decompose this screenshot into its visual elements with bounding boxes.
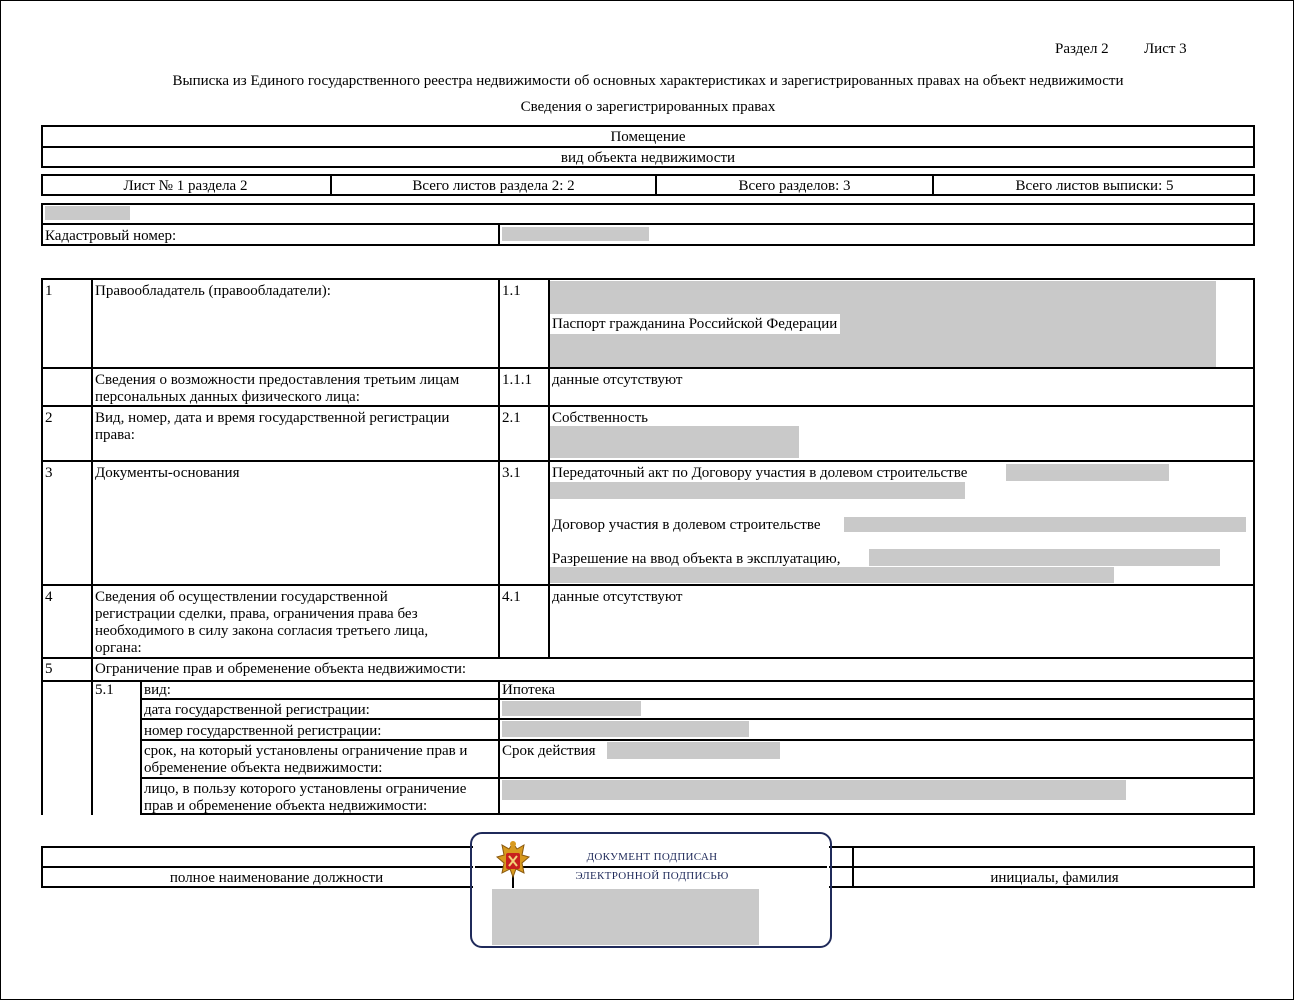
encumbrance-kind-value: Ипотека — [502, 682, 556, 698]
row2-subnumber: 2.1 — [502, 410, 521, 426]
row1-number: 1 — [45, 283, 53, 299]
row2-value: Собственность — [552, 410, 648, 426]
row11-label-line1: Сведения о возможности предоставления третьим лицам — [95, 372, 460, 388]
row11-label-line2: персональных данных физического лица: — [95, 389, 360, 405]
encumbrance-person-label-line2: прав и обременение объекта недвижимости: — [144, 798, 428, 814]
sheet-number: Лист 3 — [1144, 41, 1187, 57]
document-subtitle: Сведения о зарегистрированных правах — [520, 99, 776, 115]
row4-value: данные отсутствуют — [552, 589, 683, 605]
row5-label: Ограничение прав и обременение объекта недвижимости: — [95, 661, 467, 677]
row5-subnumber: 5.1 — [95, 682, 114, 698]
cadastral-label: Кадастровый номер: — [45, 228, 177, 244]
encumbrance-kind-label: вид: — [144, 682, 171, 698]
redacted-encumbrance-number — [502, 721, 749, 737]
total-sheets-section: Всего листов раздела 2: 2 — [412, 178, 575, 194]
encumbrance-person-label-line1: лицо, в пользу которого установлены ограничение — [144, 781, 467, 797]
redacted-doc3-a — [869, 549, 1220, 566]
row4-number: 4 — [45, 589, 53, 605]
encumbrance-date-label: дата государственной регистрации: — [144, 702, 370, 718]
row3-document-2: Договор участия в долевом строительстве — [552, 517, 821, 533]
encumbrance-term-label-line2: обременение объекта недвижимости: — [144, 760, 383, 776]
row4-label-line2: регистрации сделки, права, ограничения права без — [95, 606, 418, 622]
encumbrance-term-value: Срок действия — [502, 743, 596, 759]
row3-document-1: Передаточный акт по Договору участия в долевом строительстве — [552, 465, 968, 481]
sheet-of-section: Лист № 1 раздела 2 — [123, 178, 248, 194]
row4-label-line1: Сведения об осуществлении государственной — [95, 589, 388, 605]
row4-label-line4: органа: — [95, 640, 142, 656]
redacted-encumbrance-date — [502, 701, 641, 716]
document-title: Выписка из Единого государственного реестра недвижимости об основных характеристиках и зарегистрированных правах на объект недвижимости — [172, 73, 1124, 89]
object-kind: Помещение — [610, 129, 686, 145]
redacted-encumbrance-term — [607, 742, 780, 759]
redacted-certificate — [492, 889, 759, 945]
row3-subnumber: 3.1 — [502, 465, 521, 481]
total-sheets-extract: Всего листов выписки: 5 — [1015, 178, 1174, 194]
encumbrance-term-label-line1: срок, на который установлены ограничение прав и — [144, 743, 468, 759]
row11-value: данные отсутствуют — [552, 372, 683, 388]
row4-label-line3: необходимого в силу закона согласия третьего лица, — [95, 623, 429, 639]
stamp-line-1: ДОКУМЕНТ ПОДПИСАН — [586, 851, 718, 863]
row11-subnumber: 1.1.1 — [502, 372, 532, 388]
row2-label-line2: права: — [95, 427, 135, 443]
owner-document: Паспорт гражданина Российской Федерации — [550, 314, 840, 334]
initials-caption: инициалы, фамилия — [990, 870, 1119, 886]
redacted-doc1-b — [550, 482, 965, 499]
redacted-cadastral-number — [502, 227, 649, 241]
row3-label: Документы-основания — [95, 465, 240, 481]
redacted-encumbrance-person — [502, 780, 1126, 800]
row1-label: Правообладатель (правообладатели): — [95, 283, 331, 299]
encumbrance-number-label: номер государственной регистрации: — [144, 723, 382, 739]
redacted-registration — [550, 426, 799, 458]
row5-number: 5 — [45, 661, 53, 677]
total-sections: Всего разделов: 3 — [738, 178, 851, 194]
coat-of-arms-icon — [494, 839, 532, 881]
object-kind-caption: вид объекта недвижимости — [560, 150, 736, 166]
stamp-line-2: ЭЛЕКТРОННОЙ ПОДПИСЬЮ — [575, 870, 729, 882]
position-caption: полное наименование должности — [169, 870, 384, 886]
row2-number: 2 — [45, 410, 53, 426]
row2-label-line1: Вид, номер, дата и время государственной регистрации — [95, 410, 450, 426]
row3-document-3: Разрешение на ввод объекта в эксплуатацию, — [552, 551, 841, 567]
section-number: Раздел 2 — [1055, 41, 1109, 57]
row4-subnumber: 4.1 — [502, 589, 521, 605]
row3-number: 3 — [45, 465, 53, 481]
redacted-doc2 — [844, 517, 1246, 532]
redacted-doc1-a — [1006, 464, 1169, 481]
row1-subnumber: 1.1 — [502, 283, 521, 299]
redacted-doc3-b — [550, 567, 1114, 583]
redacted-date — [45, 206, 130, 220]
